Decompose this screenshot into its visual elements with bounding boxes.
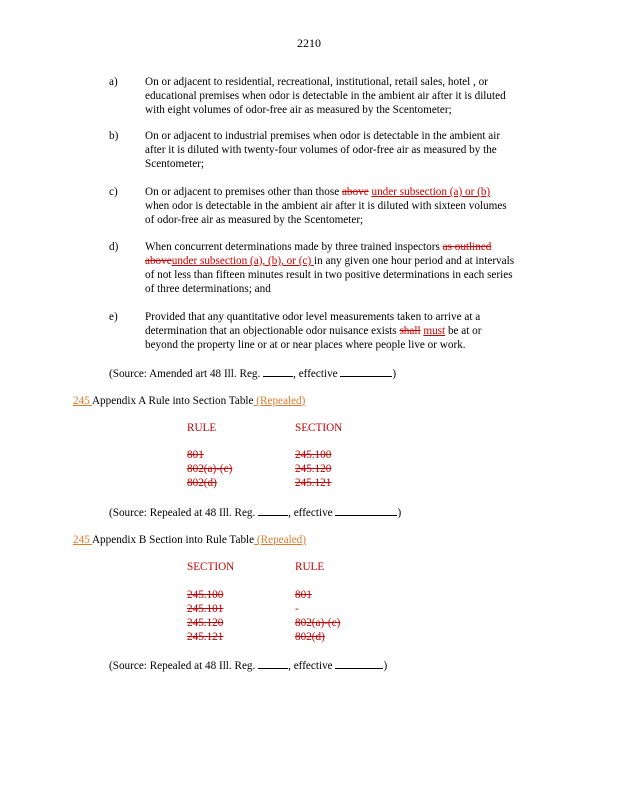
- item-a-text: [145, 75, 545, 117]
- deleted-text: shall: [399, 325, 421, 337]
- appendix-b-section-cell: 245.100: [187, 589, 224, 601]
- appendix-b-col2-header: RULE: [295, 561, 325, 573]
- text-line: after it is diluted with twenty-four volumes of odor-free air as measured by the: [145, 144, 497, 156]
- appendix-b-section-cell: 245.101: [187, 603, 224, 615]
- text-line: of three determinations; and: [145, 283, 271, 295]
- blank-line: [258, 505, 288, 516]
- appendix-a-status: (Repealed): [253, 395, 306, 407]
- source-mid: , effective: [288, 507, 336, 519]
- appendix-b-rule-cell: 802(d): [295, 631, 325, 643]
- item-b-letter: b): [109, 130, 119, 142]
- appendix-b-heading: [73, 533, 306, 547]
- source-suffix: ): [383, 660, 388, 672]
- appendix-a-section-cell: 245.120: [295, 463, 332, 475]
- text-line: On or adjacent to residential, recreational, institutional, retail sales, hotel , or: [145, 76, 488, 88]
- item-d-letter: d): [109, 241, 119, 253]
- item-d-text: [145, 240, 545, 296]
- text-line: beyond the property line or at or near places where people live or work.: [145, 339, 466, 351]
- text-line: with eight volumes of odor-free air as measured by the Scentometer;: [145, 104, 452, 116]
- text-line: of odor-free air as measured by the Scentometer;: [145, 214, 364, 226]
- item-c-letter: c): [109, 186, 118, 198]
- source-mid: , effective: [293, 368, 341, 380]
- appendix-b-number: 245: [73, 534, 92, 546]
- blank-line: [263, 366, 293, 377]
- item-e-letter: e): [109, 311, 118, 323]
- source-prefix: (Source: Amended art 48 Ill. Reg.: [109, 368, 264, 380]
- text-line: Scentometer;: [145, 158, 205, 170]
- text-line: [145, 185, 545, 199]
- appendix-a-rule-cell: 802(d): [187, 477, 217, 489]
- text-line: educational premises when odor is detectable in the ambient air after it is diluted: [145, 90, 506, 102]
- appendix-b-section-cell: 245.120: [187, 617, 224, 629]
- appendix-a-col2-header: SECTION: [295, 422, 343, 434]
- text-line: when odor is detectable in the ambient air after it is diluted with sixteen volumes: [145, 200, 507, 212]
- item-a-letter: a): [109, 76, 118, 88]
- source-prefix: (Source: Repealed at 48 Ill. Reg.: [109, 660, 259, 672]
- appendix-b-rule-cell: 802(a)-(c): [295, 617, 341, 629]
- appendix-a-title: Appendix A Rule into Section Table: [91, 395, 254, 407]
- appendix-a-rule-cell: 802(a)-(c): [187, 463, 233, 475]
- blank-line: [258, 658, 288, 669]
- appendix-b-col1-header: SECTION: [187, 561, 235, 573]
- deleted-text: as outlined: [442, 241, 492, 253]
- deleted-text: above: [341, 186, 369, 198]
- appendix-a-col1-header: RULE: [187, 422, 217, 434]
- appendix-b-rule-cell: 801: [295, 589, 312, 601]
- text-line: [145, 240, 545, 254]
- inserted-text: under subsection (a) or (b): [371, 186, 491, 198]
- text-line: [145, 254, 545, 268]
- text-line: On or adjacent to industrial premises when odor is detectable in the ambient air: [145, 130, 501, 142]
- source-note-appendix-a: [109, 505, 401, 520]
- source-mid: , effective: [288, 660, 336, 672]
- appendix-b-title: Appendix B Section into Rule Table: [91, 534, 255, 546]
- item-c-text: [145, 185, 545, 227]
- text-run: determination that an objectionable odor nuisance exists: [145, 325, 400, 337]
- blank-line: [335, 658, 383, 669]
- source-note-amended: [109, 366, 396, 381]
- text-run: On or adjacent to premises other than those: [145, 186, 342, 198]
- text-line: [145, 324, 545, 338]
- appendix-a-section-cell: 245.100: [295, 449, 332, 461]
- appendix-b-section-cell: 245.121: [187, 631, 224, 643]
- page-number: 2210: [297, 36, 321, 50]
- appendix-a-number: 245: [73, 395, 92, 407]
- source-note-appendix-b: [109, 658, 387, 673]
- appendix-b-status: (Repealed): [254, 534, 306, 546]
- inserted-text: under subsection (a), (b), or (c): [171, 255, 314, 267]
- deleted-text: above: [145, 255, 172, 267]
- source-suffix: ): [397, 507, 402, 519]
- source-suffix: ): [392, 368, 397, 380]
- text-run: in any given one hour period and at intervals: [314, 255, 515, 267]
- source-prefix: (Source: Repealed at 48 Ill. Reg.: [109, 507, 259, 519]
- blank-line: [335, 505, 397, 516]
- text-run: When concurrent determinations made by three trained inspectors: [145, 241, 443, 253]
- appendix-a-heading: [73, 394, 305, 408]
- appendix-b-rule-cell: -: [295, 603, 299, 615]
- text-line: of not less than fifteen minutes result in two positive determinations in each series: [145, 269, 513, 281]
- text-line: Provided that any quantitative odor level measurements taken to arrive at a: [145, 311, 481, 323]
- blank-line: [340, 366, 392, 377]
- appendix-a-rule-cell: 801: [187, 449, 204, 461]
- item-e-text: [145, 310, 545, 352]
- item-b-text: [145, 129, 545, 171]
- inserted-text: must: [423, 325, 446, 337]
- text-run: be at or: [445, 325, 482, 337]
- appendix-a-section-cell: 245.121: [295, 477, 332, 489]
